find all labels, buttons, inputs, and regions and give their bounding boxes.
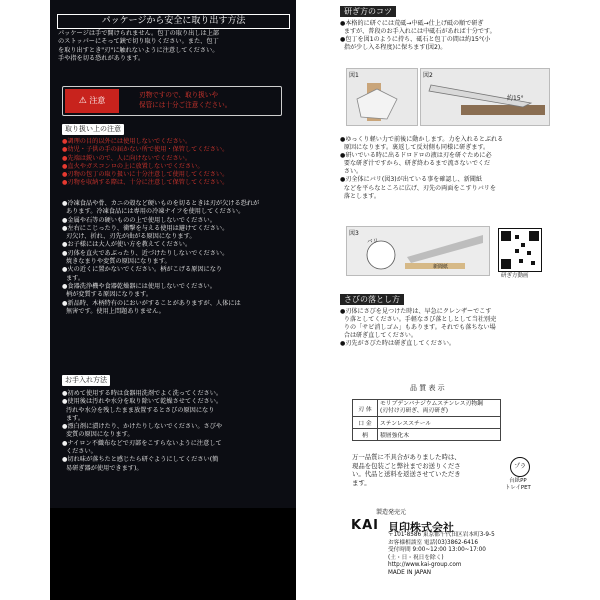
sharpening-stone-icon (421, 69, 549, 125)
hand-holding-knife-icon (347, 69, 417, 125)
qr-caption: 研ぎ方動画 (501, 273, 529, 279)
handling-title: 取り扱い上の注意 (62, 124, 124, 135)
caution-label: ⚠ 注意 (65, 89, 119, 113)
quality-key: 柄 (353, 429, 378, 441)
handling-notes-red: ●調理の目的以外には使用しないでください。 ●幼児・子供の手の届かない所で使用・保管してください。 ●先端は鋭いので、人に向けないでください。 ●直火やガスコンロの上に放置しないでください。 ●刃物の包丁の取り扱いに十分注意して使用してください。 ●刃物を収納する際は、十分に注意して保管してください。 (62, 138, 229, 187)
care-title: お手入れ方法 (62, 375, 110, 386)
recycle-label: 台紙PP トレイPET (505, 478, 531, 491)
quality-key: 口 金 (353, 417, 378, 429)
qr-code[interactable] (498, 228, 542, 272)
quality-value: 積層強化木 (378, 429, 501, 441)
care-text: ●初めて使用する時は食器用洗剤でよく洗ってください。 ●使用後は汚れや水分を取り除いて乾燥させてください。 汚れや水分を残したまま放置するとさびの原因になり ます。 ●漂白剤に漬けたり、かけたりしないでください。さびや 変質の原因になります。 ●ナイロン不織布などで刃部をこすらないように注意して ください。 ●切れ味が落ちたと感じたら研ぐようにしてください(簡 易研ぎ器が使用できます)。 (62, 390, 223, 472)
rust-removal-title: さびの落とし方 (340, 294, 404, 305)
table-row (353, 429, 501, 441)
warning-triangle-icon: ⚠ (78, 96, 87, 106)
burr-diagram-icon (347, 227, 489, 275)
rust-removal-text: ●刃体にさびを見つけた時は、早急にクレンザーでこす り落としてください。手軽なさび落としとして当社別売 りの「サビ消しゴム」もあります。それでも落ちない場 合は研ぎ直してください。 ●刃先がさびた時は研ぎ直してください。 (340, 308, 497, 348)
kai-logo: KAI (351, 518, 379, 533)
company-address: 〒101-8586 東京都千代田区岩本町3-9-5 お客様相談室 電話(03)3862-6416 受付時間 9:00~12:00 13:00~17:00 (土・日・祝日を除く) http://www.kai-group.com MADE IN JAPAN (388, 532, 495, 576)
package-opening-header: パッケージから安全に取り出す方法 (57, 14, 290, 29)
figure-1-label: 図1 (349, 72, 359, 79)
quality-value: ステンレススチール (378, 417, 501, 429)
quality-title: 品 質 表 示 (410, 384, 445, 392)
sharpening-text-2: ●ゆっくり軽い力で前後に動かします。力を入れるとぶれる 原因になります。裏返して反対側も同様に研ぎます。 ●研いでいる時に出るドロドロの液は刃を研ぐために必 要な研ぎ汁ですから、研ぎ終わるまで流さないでくだ さい。 ●刃全体にバリ(図3)が出ている事を確認し、新聞紙 などを平らなところに広げ、刃先の両面をこすりバリを 落とします。 (340, 136, 504, 200)
burr-label: バリ (367, 239, 379, 245)
quality-table (352, 399, 501, 441)
figure-1 (346, 68, 418, 126)
recycle-mark: プラ (510, 457, 530, 477)
quality-value: モリブデンバナジウムステンレス刃物鋼 (刃付け刃研ぎ、両刃研ぎ) (378, 400, 501, 417)
maker-label: 製造発売元 (376, 509, 407, 516)
angle-label: 約15° (507, 95, 524, 102)
figure-2-label: 図2 (423, 72, 433, 79)
qr-code-icon (499, 229, 541, 271)
figure-2 (420, 68, 550, 126)
sharpening-title: 研ぎ方のコツ (340, 6, 396, 17)
table-row (353, 400, 501, 417)
caution-box (62, 86, 282, 116)
newspaper-label: 新聞紙 (433, 264, 449, 270)
quality-key: 刃 体 (353, 400, 378, 417)
package-opening-text: パッケージは手で開けられません。包丁の取り出しは上部 のストッパーにそって鋏で切り取りください。また、包丁 を取り出すとき"刃"に触れないように注意してください。 手や指を切る恐れがあります。 (58, 30, 220, 62)
caution-text: 刃物ですので、取り扱いや 保管には十分ご注意ください。 (139, 91, 232, 109)
bottom-black-band (50, 508, 296, 600)
sharpening-text-1: ●本格的に研ぐには荒砥→中砥→仕上げ砥の順で研ぎ ますが、普段のお手入れには中砥石があれば十分です。 ●包丁を図1のように持ち、砥石と包丁の間は約15°(小 指が少し入る程度)に保ちます(図2)。 (340, 20, 496, 52)
handling-notes: ●冷凍食品や骨、カニの殻など硬いものを切るときは刃が欠ける恐れが あります。冷凍食品には専用の冷凍ナイフを使用してください。 ●金属や石等の硬いものの上で使用しないでください。 ●左右にこじったり、衝撃を与える使用は避けてください。 刃欠け、折れ、刃先が曲がる原因になります。 ●お子様には大人が使い方を教えてください。 ●刃体を直火であぶったり、近づけたりしないでください。 焼きなまりや変質の原因になります。 ●火の近くに置かないでください。柄がこげる原因になり ます。 ●食器洗浄機や食器乾燥器には使用しないでください。 柄が変質する原因になります。 ●新品時、木柄特有のにおいがすることがありますが、人体には 無害です。使用上問題ありません。 (62, 200, 260, 315)
company-name: 貝印株式会社 (388, 521, 454, 534)
table-row (353, 417, 501, 429)
defect-notice: 万一品質に不具合がありました時は、 現品を包装ごと弊社までお送りくださ い。代品と送料を返送させていただき ます。 (352, 453, 461, 487)
figure-3 (346, 226, 490, 276)
figure-3-label: 図3 (349, 230, 359, 237)
